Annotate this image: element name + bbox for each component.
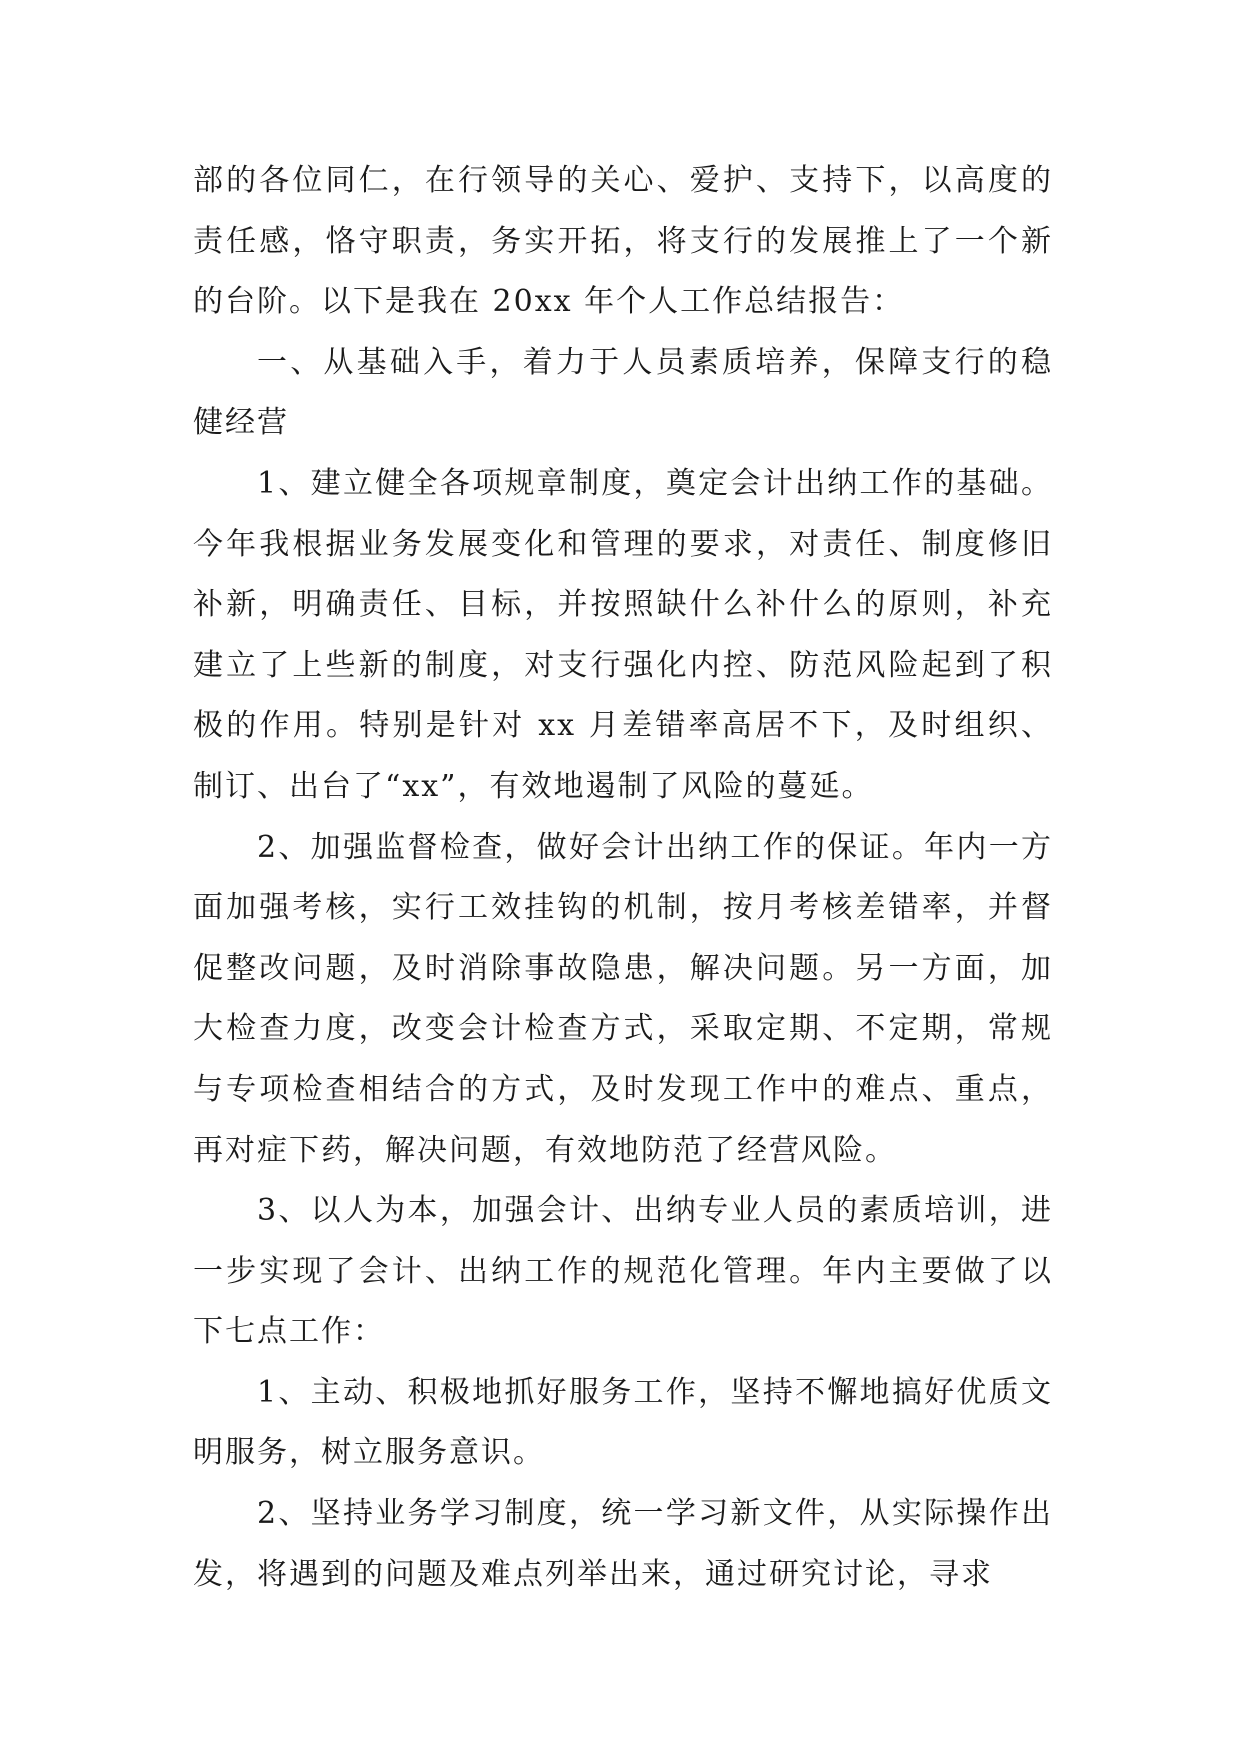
paragraph-item-2: 2、加强监督检查，做好会计出纳工作的保证。年内一方面加强考核，实行工效挂钩的机制，按月考核差错率，并督促整改问题，及时消除事故隐患，解决问题。另一方面，加大检查力度，改变会计检查方式，采取定期、不定期，常规与专项检查相结合的方式，及时发现工作中的难点、重点，再对症下药，解决问题，有效地防范了经营风险。 <box>193 829 1053 1168</box>
paragraph-subitem-2: 2、坚持业务学习制度，统一学习新文件，从实际操作出发，将遇到的问题及难点列举出来，通过研究讨论，寻求 <box>193 1496 1053 1592</box>
paragraph-intro: 部的各位同仁，在行领导的关心、爱护、支持下，以高度的责任感，恪守职责，务实开拓，将支行的发展推上了一个新的台阶。以下是我在 20xx 年个人工作总结报告： <box>193 163 1053 320</box>
paragraph-item-1: 1、建立健全各项规章制度，奠定会计出纳工作的基础。今年我根据业务发展变化和管理的要求，对责任、制度修旧补新，明确责任、目标，并按照缺什么补什么的原则，补充建立了上些新的制度，对支行强化内控、防范风险起到了积极的作用。特别是针对 xx 月差错率高居不下，及时组织、制订、出台了“xx”，有效地遏制了风险的蔓延。 <box>193 465 1053 804</box>
document-body <box>193 151 1053 1605</box>
paragraph-subitem-1: 1、主动、积极地抓好服务工作，坚持不懈地搞好优质文明服务，树立服务意识。 <box>193 1374 1053 1471</box>
paragraph-item-3: 3、以人为本，加强会计、出纳专业人员的素质培训，进一步实现了会计、出纳工作的规范化管理。年内主要做了以下七点工作： <box>193 1193 1053 1350</box>
section-heading-1: 一、从基础入手，着力于人员素质培养，保障支行的稳健经营 <box>193 344 1053 441</box>
